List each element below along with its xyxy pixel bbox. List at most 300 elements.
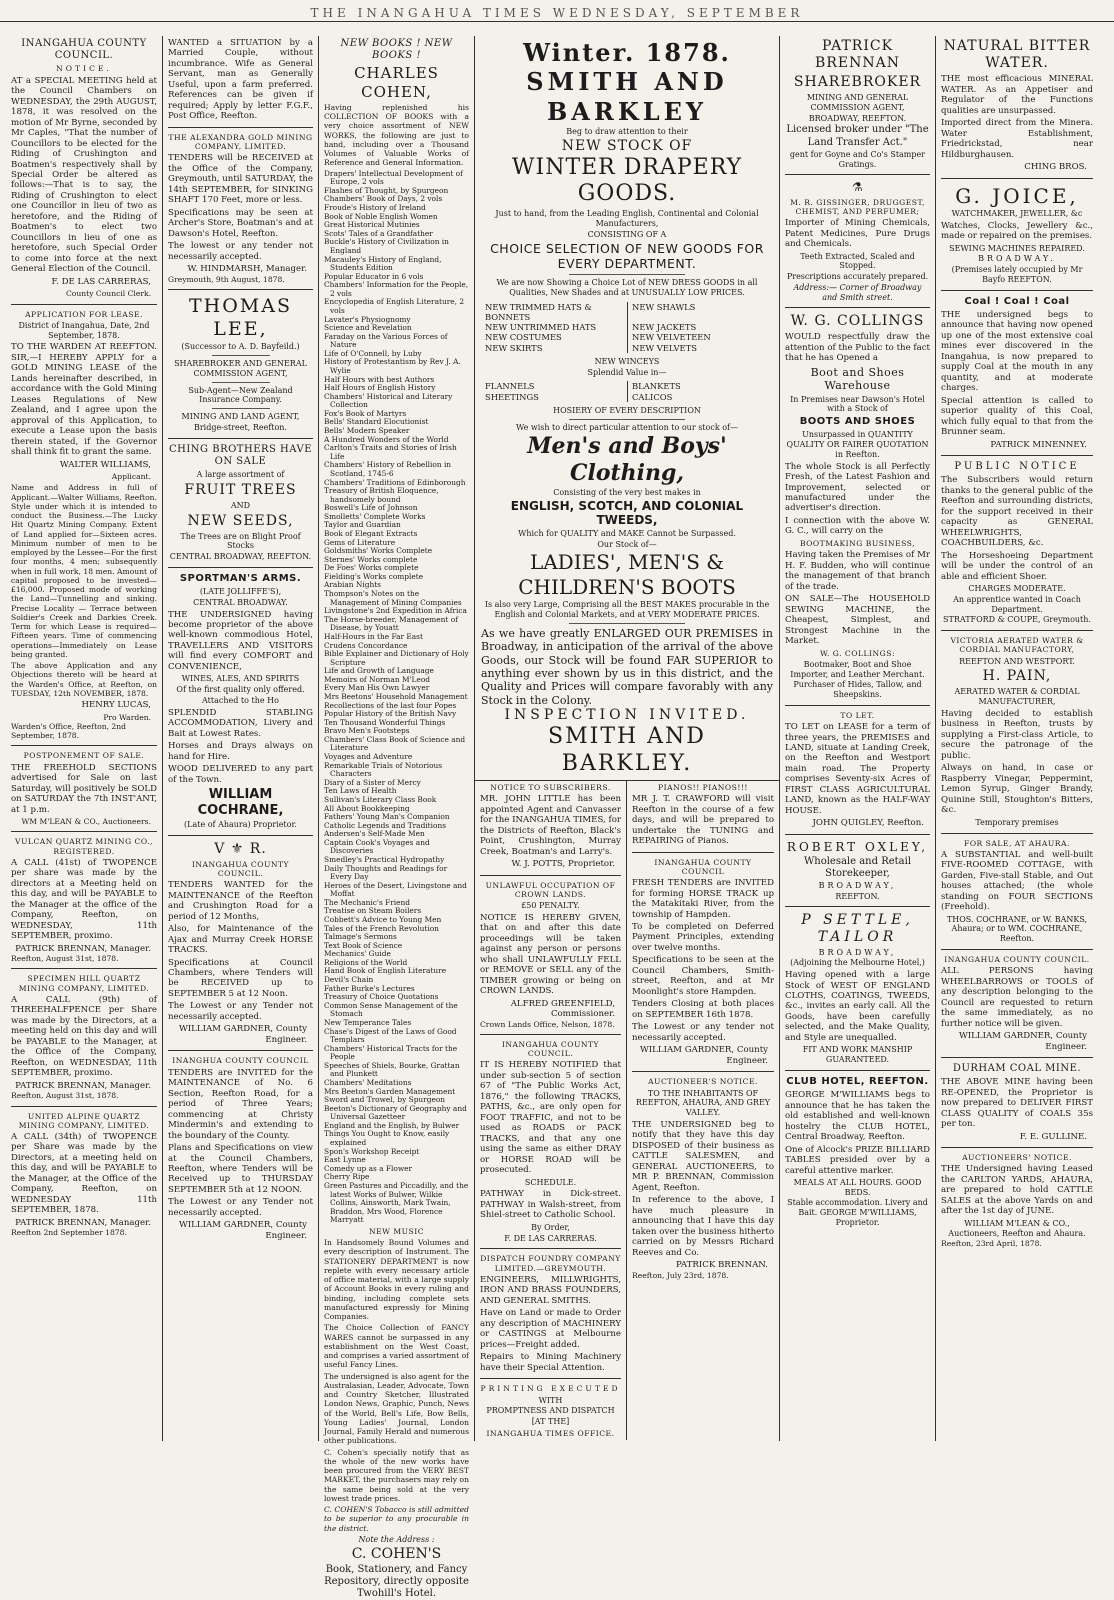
collings-boot: Boot and Shoes Warehouse	[810, 365, 905, 393]
ching-line-1: A large assortment of	[196, 469, 285, 479]
book-item: Lavater's Physiognomy	[324, 314, 411, 324]
office-line: INANGAHUA TIMES OFFICE.	[486, 1428, 615, 1438]
ahaura-signature: THOS. COCHRANE, or W. BANKS, Ahaura; or to WM. COCHRANE, Reefton.	[946, 914, 1088, 944]
choice-line: CHOICE SELECTION OF NEW GOODS FOR EVERY DEPARTMENT.	[490, 240, 764, 271]
public-notice-charges: CHARGES MODERATE.	[968, 584, 1066, 594]
sportmans-arms-wood: WOOD DELIVERED to any part of the Town.	[168, 764, 313, 785]
icc-col7-heading: INANGAHUA COUNTY COUNCIL.	[944, 954, 1090, 964]
book-item: Popular History of the British Navy	[324, 709, 457, 719]
ladies-text: Is also very Large, Comprising all the BEST MAKES procurable in the English and Colonial Markets, and at VERY MODERATE PRICES.	[484, 600, 770, 619]
icc-right-text-2: To be completed on Deferred Payment Principles, extending over twelve months.	[632, 922, 774, 953]
icc-col7-text: ALL PERSONS having WHEELBARROWS or TOOLS of any description belonging to the Council are requested to return the same immediately, as no further notice will be given.	[941, 966, 1093, 1029]
divider	[569, 419, 686, 420]
book-item: East Lynne	[324, 1155, 366, 1165]
pain-sub: AERATED WATER & CORDIAL MANUFACTURER,	[954, 687, 1080, 707]
collings-heading: W. G. COLLINGS	[790, 313, 925, 330]
consisting-2: Consisting of the very best makes in	[553, 487, 701, 497]
specimen-heading: SPECIMEN HILL QUARTZ MINING COMPANY, LIMITED.	[18, 974, 150, 993]
unlawful-text: NOTICE IS HEREBY GIVEN, that on and after this date proceedings will be taken against any person or persons who shall UNLAWFULLY FELL or REMOVE or SELL any of the TIMBER growing or being on CROWN LANDS.	[480, 912, 621, 997]
gissinger-heading: M. R. GISSINGER, DRUGGEST, CHEMIST, AND PERFUMER;	[790, 197, 925, 216]
unlawful-date: Crown Lands Office, Nelson, 1878.	[480, 1019, 615, 1029]
foundry-text-3: Repairs to Mining Machinery have their Special Attention.	[480, 1352, 621, 1373]
music-text: In Handsomely Bound Volumes and every description of Instrument. The STATIONERY DEPARTMENT is now replete with every necessary article of office material, with a large supply of Account Books in every ruling and binding, including complete sets manufactured expressly for Mining Companies.	[324, 1238, 469, 1322]
book-item: Chambers' Historical Tracts for the People	[324, 1043, 458, 1062]
icc-col7-signature: WILLIAM GARDNER, County Engineer.	[958, 1031, 1087, 1052]
club-hotel-text: GEORGE M'WILLIAMS begs to announce that he has taken the old established and well-known hostelry the CLUB HOTEL, Central Broadway, Reefton.	[785, 1090, 930, 1143]
lease-warden-title: Pro Warden.	[103, 712, 151, 722]
collings-signature-2: Bootmaker, Boot and Shoe Importer, and Leather Merchant.	[790, 659, 925, 679]
alexandra-signature: W. HINDMARSH, Manager.	[187, 264, 307, 275]
goods-item: NEW VELVETS	[627, 343, 773, 353]
settle-name: P SETTLE,	[801, 912, 914, 929]
lease-signature: WALTER WILLIAMS,	[59, 459, 151, 470]
book-item: Faraday on the Various Forces of Nature	[324, 331, 448, 350]
ching-heading: CHING BROTHERS HAVE ON SALE	[168, 443, 313, 467]
to-let-text: TO LET on LEASE for a term of three years, the PREMISES and LAND, situate at Landing Creek, on the Reefton and Westport main road. The Property comprises Seventy-six Acres of FIRST CLASS AGRICULTURAL LAND, known as the HALF-WAY HOUSE.	[785, 722, 930, 816]
book-item: Carlton's Traits and Stories of Irish Life	[324, 443, 457, 461]
book-item: A Hundred Wonders of the World	[324, 434, 449, 444]
public-notice-signature: STRATFORD & COUPE, Greymouth.	[943, 615, 1091, 625]
auctioneer-signature: PATRICK BRENNAN.	[675, 1260, 768, 1271]
book-item: Book of Elegant Extracts	[324, 529, 418, 538]
durham-signature: F. E. GULLINE.	[1019, 1131, 1087, 1142]
music-heading: NEW MUSIC	[368, 1226, 425, 1236]
book-item: Fielding's Works complete	[324, 571, 424, 581]
public-notice-heading: PUBLIC NOTICE	[954, 461, 1080, 473]
cohen-footer-name: C. COHEN'S	[351, 1545, 442, 1562]
gissinger-text: Importer of Mining Chemicals, Patent Medicines, Pure Drugs and Chemicals.	[785, 218, 930, 250]
alexandra-text-2: Specifications may be seen at Archer's Store, Boatman's and at Dawson's Hotel, Reefton.	[168, 207, 313, 239]
collings-sale: ON SALE—The HOUSEHOLD SEWING MACHINE, the Cheapest, Simplest, and Strongest Machine in the Market.	[785, 594, 930, 647]
book-item: New Temperance Tales	[324, 1017, 412, 1027]
divider	[212, 382, 270, 383]
divider	[941, 455, 1093, 456]
settle-note: (Adjoining the Melbourne Hotel,)	[790, 958, 925, 968]
book-item: Recollections of the last four Popes	[324, 700, 457, 710]
victoria-heading: VICTORIA AERATED WATER & CORDIAL MANUFACTORY,	[950, 636, 1084, 655]
divider	[168, 289, 313, 290]
book-item: Mrs Beeton's Garden Management	[324, 1086, 456, 1096]
divider	[785, 705, 930, 706]
divider	[168, 835, 313, 836]
auctioneer-text-2: In reference to the above, I have much pleasure in announcing that I have this day taken over the business hitherto carried on by Messrs Richard Reeves and Co.	[632, 1195, 774, 1258]
specimen-signature: PATRICK BRENNAN, Manager.	[15, 1080, 151, 1091]
oxley-town: REEFTON.	[835, 891, 880, 901]
book-item: Daily Thoughts and Readings for Every Day	[324, 863, 448, 882]
lease-objections: The above Application and any Objections thereto will be heard at the Warden's Office, at Reefton, on TUESDAY, 12th NOVEMBER, 1878.	[11, 661, 157, 698]
joice-premises: (Premises lately occupied by Mr Bayfo REEFTON.	[951, 265, 1083, 284]
book-item: England and the English, by Bulwer	[324, 1120, 460, 1130]
book-item: Half-Hours in the Far East	[324, 631, 423, 641]
lease-office: Warden's Office, Reefton, 2nd September, 1878.	[11, 721, 127, 741]
ahaura-heading: FOR SALE, AT AHAURA.	[964, 838, 1070, 848]
book-item: Sternes' Works complete	[324, 554, 418, 564]
book-item: Flashes of Thought, by Spurgeon	[324, 185, 449, 195]
goods-item: NEW VELVETEEN	[627, 332, 773, 342]
divider	[785, 834, 930, 835]
goods-item: NEW TRIMMED HATS & BONNETS	[485, 301, 592, 322]
divider	[569, 274, 686, 275]
joice-sewing: SEWING MACHINES REPAIRED.	[949, 243, 1085, 253]
alexandra-heading: THE ALEXANDRA GOLD MINING COMPANY, LIMITED.	[168, 132, 313, 152]
alexandra-text: TENDERS will be RECEIVED at the Office of the Company, Greymouth, until SATURDAY, the 14th SEPTEMBER, for SINKING SHAFT 170 Feet, more or less.	[168, 153, 313, 206]
just-line: Just to hand, from the Leading English, Continental and Colonial Manufacturers,	[495, 209, 759, 229]
bitter-water-text: THE most efficacious MINERAL WATER. As an Appetiser and Regulator of the Functions qualities are unsurpassed.	[941, 74, 1093, 116]
book-item: Fathers' Young Man's Companion	[324, 812, 450, 822]
collings-text-2: In Premises near Dawson's Hotel with a Stock of	[790, 394, 925, 414]
pain-text: Having decided to establish business in Reefton, trusts by supplying a First-class Article, to secure the patronage of the public.	[941, 708, 1093, 761]
divider	[11, 831, 157, 832]
inc2-text-3: The Lowest or any Tender not necessarily accepted.	[168, 1197, 313, 1218]
book-item: Gems of Literature	[324, 537, 396, 547]
book-item: Livingstone's 2nd Expedition in Africa	[324, 606, 467, 616]
divider	[168, 438, 313, 439]
our-stock-line: Our Stock of—	[597, 539, 657, 549]
icc-signature: F. DE LAS CARRERAS.	[504, 1233, 597, 1243]
cohen-footer-text: Book, Stationery, and Fancy Repository, directly opposite Twohill's Hotel.	[324, 1563, 469, 1600]
book-item: Cherry Ripe	[324, 1172, 370, 1182]
coal-signature: PATRICK MINENNEY.	[990, 439, 1087, 450]
collings-text-6: Having taken the Premises of Mr H. F. Budden, who will continue the management of that branch of the trade.	[785, 550, 930, 592]
goods-item: BLANKETS	[627, 381, 773, 391]
unlawful-heading: UNLAWFUL OCCUPATION OF CROWN LANDS.	[485, 880, 616, 899]
oxley-name: ROBERT OXLEY,	[786, 839, 929, 854]
book-item: Every Man His Own Lawyer	[324, 683, 430, 693]
winter-title: Winter. 1878.	[523, 38, 731, 67]
club-hotel-heading: CLUB HOTEL, REEFTON.	[786, 1075, 929, 1087]
book-item: Taylor and Guardian	[324, 520, 401, 530]
goods-item: NEW UNTRIMMED HATS	[485, 322, 597, 333]
book-item: The Mechanic's Friend	[324, 897, 410, 907]
book-item: Mrs Beetons' Household Management	[324, 691, 468, 701]
inc2-text: TENDERS are INVITED for the MAINTENANCE of No. 6 Section, Reefton Road, for a period of Three Years; commencing at Christy Mindermin's and extending to the boundary of the County.	[168, 1067, 313, 1141]
council-heading: INANGAHUA COUNTY COUNCIL.	[21, 38, 147, 62]
with-line: WITH	[538, 1395, 563, 1405]
divider	[785, 906, 930, 907]
inc-text-3: Specifications at Council Chambers, where Tenders will be RECEIVED up to SEPTEMBER 5 at 12 Noon.	[168, 957, 313, 999]
joice-name: G. JOICE,	[955, 183, 1079, 208]
goods-item: NEW COSTUMES	[485, 332, 562, 343]
auctioneers-signature: WILLIAM M'LEAN & CO., Auctioneers, Reefton and Ahaura.	[948, 1218, 1086, 1238]
sale-signature: WM M'LEAN & CO., Auctioneers.	[21, 817, 151, 827]
book-item: Religions of the World	[324, 957, 408, 967]
sportmans-arms-sub: (LATE JOLLIFFE'S),	[199, 587, 282, 597]
book-item: Bible Explainer and Dictionary of Holy Scripture	[324, 649, 469, 667]
brennan-address: BROADWAY, REEFTON.	[808, 113, 907, 123]
icc-schedule-text: PATHWAY in Dick-street. PATHWAY in Walsh-street, from Shiel-street to Catholic School.	[480, 1189, 621, 1221]
book-item: Speeches of Shiels, Bourke, Grattan and Plunkett	[324, 1060, 460, 1079]
inc2-signature: WILLIAM GARDNER, County Engineer.	[178, 1220, 307, 1241]
wide-left	[475, 781, 627, 1440]
icc-right-signature: WILLIAM GARDNER, County Engineer.	[639, 1045, 768, 1066]
foundry-text-2: Have on Land or made to Order any description of MACHINERY or CASTINGS at Melbourne prices—Freight added.	[480, 1308, 621, 1350]
masthead: THE INANGAHUA TIMES WEDNESDAY, SEPTEMBER	[0, 0, 1114, 22]
pain-text-2: Always on hand, in case or Raspberry Vinegar, Peppermint, Lemon Syrup, Ginger Brandy, Quinine Still, Stoughton's Bitters, &c.	[941, 763, 1093, 816]
book-item: Comedy up as a Flower	[324, 1163, 413, 1173]
winter-advert	[475, 36, 779, 781]
thomas-lee-line-4: Bridge-street, Reefton.	[193, 422, 288, 432]
book-item: Andersen's Self-Made Men	[324, 829, 425, 839]
drapery-line: WINTER DRAPERY GOODS.	[511, 154, 743, 207]
goods-item: FLANNELS	[485, 381, 535, 392]
agent-text: The undersigned is also agent for the Australasian, Leader, Advocate, Town and Country Sketcher, Illustrated London News, Graphic, Punch, News of the World, Bell's Life, Bow Bells, Young Ladies' Journal, London Journal, Family Herald and numerous other publications.	[324, 1371, 469, 1446]
book-item: Cobbett's Advice to Young Men	[324, 915, 442, 925]
goods-item: NEW SKIRTS	[485, 342, 543, 353]
divider	[11, 1106, 157, 1107]
book-item: Crudens Concordance	[324, 640, 408, 650]
alpine-text: A CALL (34th) of TWOPENCE per Share was made by the Directors, at a meeting held on this day, and will be PAYABLE to the Manager, at the Office of the Company, Reefton, on WEDNESDAY 11th SEPTEMBER, 1878.	[11, 1132, 157, 1216]
consisting-line: CONSISTING OF A	[587, 229, 667, 239]
sportmans-arms-sub-2: CENTRAL BROADWAY.	[193, 597, 288, 607]
book-item: Froude's History of Ireland	[324, 203, 426, 213]
alexandra-text-3: The lowest or any tender not necessarily accepted.	[168, 241, 313, 262]
lease-details: Name and Address in full of Applicant.—Walter Williams, Reefton. Style under which it is intended to conduct the Business.—The Lucky Hit Quartz Mining Company. Extent of Land applied for—Sixteen acres. Minimum number of men to be employed by the Lessee—For the first four months, 4 men; subsequently when in full work, 18 men. Amount of capital proposed to be invested—£16,000. Proposed mode of working the Land—Tunnelling and sinking. Precise Locality — Terrace between Soldier's Creek and Darkies Creek. Term for which Lease is required—Fifteen years. Time of commencing operations—Immediately on Lease being granted.	[11, 483, 157, 659]
public-notice-text: The Subscribers would return thanks to the general public of the Reefton and surrounding districts, for the support received in their capacity as GENERAL WHEELWRIGHTS, COACHBUILDERS, &c.	[941, 475, 1093, 549]
book-item: Treasury of Choice Quotations	[324, 992, 439, 1002]
brennan-licence: Licensed broker under "The Land Transfer Act."	[786, 124, 929, 148]
new-goods-grid	[481, 302, 773, 353]
book-item: Common Sense Management of the Stomach	[324, 1000, 458, 1019]
book-item: Talmage's Sermons	[324, 932, 397, 942]
council-text: AT a SPECIAL MEETING held at the Council Chambers on WEDNESDAY, the 29th AUGUST, 1878, it was resolved on the motion of Mr Byrne, seconded by Mr Caples, "That the number of Councillors to be elected for the Riding of Crushington and Boatmen's respectively shall by Special Order be altered as follows:—That is to say, the Riding of Crushington to elect one Councillor in lieu of two as heretofore, and the Riding of Boatmen's to elect two Councillors in lieu of one as heretofore, such Special Order to come into force at the next General Election of the Council.	[11, 75, 157, 275]
auctioneers-text: THE Undersigned having Leased the CARLTON YARDS, AHAURA, are prepared to hold CATTLE SALES at the above Yards on and after the 1st day of JUNE.	[941, 1164, 1093, 1217]
durham-heading: DURHAM COAL MINE.	[952, 1063, 1082, 1075]
book-item: Catholic Legends and Traditions	[324, 820, 447, 830]
settle-sub: TAILOR	[817, 929, 898, 946]
book-item: Chambers' Book of Days, 2 vols	[324, 194, 443, 204]
collings-text-3: Unsurpassed in QUANTITY QUALITY OR FAIRER QUOTATION in Reefton.	[786, 430, 929, 459]
book-item: Arabian Nights	[324, 580, 381, 590]
divider	[941, 290, 1093, 291]
book-item: Chambers' Information for the People, 2 vols	[324, 280, 469, 298]
divider	[941, 833, 1093, 834]
divider	[168, 1050, 313, 1051]
divider	[11, 304, 157, 305]
icc-order: By Order,	[531, 1222, 570, 1232]
joice-text: Watches, Clocks, Jewellery &c., made or repaired on the premises.	[941, 220, 1093, 242]
royal-crest-icon: V ⚜ R.	[214, 840, 267, 857]
book-item: Fox's Book of Martyrs	[324, 408, 407, 418]
vulcan-signature: PATRICK BRENNAN, Manager.	[15, 943, 151, 954]
foundry-text: ENGINEERS, MILLWRIGHTS, IRON AND BRASS FOUNDERS, AND GENERAL SMITHS.	[480, 1274, 621, 1306]
sale-text: THE FREEHOLD SECTIONS advertised for Sale on last Saturday, will positively be SOLD on SATURDAY the 7th INST'ANT, at 1 p.m.	[11, 762, 157, 815]
divider	[941, 178, 1093, 179]
council-signature-title: County Council Clerk.	[66, 289, 151, 299]
divider	[941, 630, 1093, 631]
book-item: Tales of the French Revolution	[324, 923, 439, 933]
divider	[480, 1248, 621, 1249]
book-item: Macauley's History of England, Students Edition	[324, 254, 442, 273]
book-item: Thompson's Notes on the Management of Mining Companies	[324, 589, 462, 607]
ching-line-6: CENTRAL BROADWAY, REEFTON.	[169, 552, 312, 562]
collings-signature: W. G. COLLINGS:	[819, 648, 896, 658]
book-item: Life of O'Connell, by Luby	[324, 348, 422, 358]
brennan-text: MINING AND GENERAL COMMISSION AGENT,	[806, 93, 909, 112]
alpine-heading: UNITED ALPINE QUARTZ MINING COMPANY, LIMITED.	[18, 1111, 150, 1130]
book-item: Popular Educator in 6 vols	[324, 271, 424, 281]
splendid-line: Splendid Value in—	[587, 367, 667, 377]
book-item: Chambers' History of Rebellion in Scotland, 1745-6	[324, 460, 452, 478]
thomas-lee-sub: (Successor to A. D. Bayfeild.)	[181, 342, 300, 352]
at-the-line: [AT THE]	[531, 1417, 570, 1427]
book-item: Father Burke's Lectures	[324, 983, 415, 993]
ching-line-4: NEW SEEDS,	[187, 512, 294, 529]
tweeds-line: ENGLISH, SCOTCH, AND COLONIAL TWEEDS,	[510, 498, 744, 528]
tobacco-text: C. COHEN'S Tobacco is still admitted to be superior to any procurable in the district.	[324, 1505, 469, 1533]
notice-heading: NOTICE.	[56, 64, 112, 74]
column-3	[319, 36, 475, 1600]
public-notice-text-2: The Horseshoeing Department will be under the control of an able and efficient Shoer.	[941, 550, 1093, 582]
book-item: Boswell's Life of Johnson	[324, 503, 418, 513]
book-item: Drapers' Intellectual Development of Europe, 2 vols	[324, 168, 463, 187]
cochrane-sub: (Late of Ahaura) Proprietor.	[184, 819, 297, 829]
book-item: Text Book of Science	[324, 940, 403, 950]
book-item: Green Pastures and Piccadilly, and the latest Works of Bulwer, Wilkie Collins, Ainsworth, Mark Twain, Braddon, Mrs Wood, Florence Marryatt	[324, 1180, 469, 1225]
obtain-text: C. Cohen's specially notify that as the whole of the new works have been procured from the VERY BEST MARKET, the purchasers may rely on the same being sold at the very lowest trade prices.	[324, 1447, 469, 1503]
settle-fit: FIT AND WORK MANSHIP GUARANTEED.	[802, 1045, 913, 1065]
collings-boots: BOOTS AND SHOES	[799, 416, 916, 428]
new-stock-line: NEW STOCK OF	[561, 137, 693, 154]
ching-line-2: FRUIT TREES	[184, 481, 297, 498]
hosiery-line: HOSIERY OF EVERY DESCRIPTION	[553, 405, 701, 415]
divider	[212, 408, 270, 409]
book-item: Half Hours of English History	[324, 383, 436, 393]
icc-text: IT IS HEREBY NOTIFIED that under sub-section 5 of section 67 of "The Public Works Act, 1876," the following TRACKS, PATHS, &c., are only open for FOOT TRAFFIC, and not to be used as ROADS or PACK TRACKS, and that any one using the same as either DRAY or HORSE ROAD will be prosecuted.	[480, 1060, 621, 1176]
sale-heading: POSTPONEMENT OF SALE.	[23, 751, 145, 761]
inc2-heading: INANGHUA COUNTY COUNCIL	[172, 1056, 309, 1066]
fancy-text: The Choice Collection of FANCY WARES cannot be surpassed in any establishment on the West Coast, and comprises a varied assortment of useful Fancy Lines.	[324, 1323, 469, 1370]
firm-name-2: SMITH AND BARKLEY.	[548, 724, 706, 777]
book-item: Memoirs of Norman M'Leod	[324, 674, 431, 684]
goods-item: NEW JACKETS	[627, 322, 773, 332]
vulcan-heading: VULCAN QUARTZ MINING CO., REGISTERED.	[15, 837, 153, 856]
unlawful-signature: ALFRED GREENFIELD, Commissioner.	[510, 998, 615, 1020]
alpine-date: Reefton 2nd September 1878.	[11, 1228, 127, 1238]
coal-text: THE undersigned begs to announce that having now opened up one of the most extensive coal mines ever discovered in the Inangahua, is now prepared to supply Coal at the mouth in any quantity, and at moderate charges.	[941, 309, 1093, 394]
settle-text: Having opened with a large Stock of WEST OF ENGLAND CLOTHS, COATINGS, TWEEDS, &c., invites an early call. All the Goods, have been carefully selected, and the Make Quality, and Style are unequalled.	[785, 970, 930, 1043]
public-notice-apprentice: An apprentice wanted in Coach Department.	[953, 594, 1081, 614]
divider	[941, 949, 1093, 950]
auctioneers-heading: AUCTIONEERS' NOTICE.	[962, 1153, 1072, 1163]
book-item: Book of Noble English Women	[324, 211, 438, 221]
bitter-water-signature: CHING BROS.	[1024, 162, 1087, 173]
lease-warden-signature: HENRY LUCAS,	[81, 700, 151, 711]
wanted-text: WANTED a SITUATION by a Married Couple, without incumbrance. Wife as General Servant, man as Generally Useful, upon a farm preferred. References can be given if required; Apply by letter F.G.F., Post Office, Reefton.	[168, 38, 313, 122]
oxley-sub: Wholesale and Retail Storekeeper,	[803, 855, 912, 879]
oxley-address: BROADWAY,	[818, 880, 897, 890]
thomas-lee-line-3: MINING AND LAND AGENT,	[181, 412, 300, 422]
divider	[480, 1034, 621, 1035]
book-item: Life and Growth of Language	[324, 666, 434, 676]
icc-right-heading: INANGAHUA COUNTY COUNCIL	[654, 857, 752, 876]
goods-item: SHEETINGS	[485, 391, 539, 402]
council-signature: F. DE LAS CARRERAS,	[51, 276, 151, 287]
alexandra-date: Greymouth, 9th August, 1878.	[168, 274, 285, 284]
vulcan-text: A CALL (41st) of TWOPENCE per share was made by the directors at a Meeting held on this day, and will be PAYABLE to the Manager at the office of the Company, Reefton, on WEDNESDAY, 11th SEPTEMBER, proximo.	[11, 857, 157, 942]
book-item: Chambers' Meditations	[324, 1078, 412, 1087]
book-item: Heroes of the Desert, Livingstone and Moffat	[324, 880, 467, 899]
book-list	[324, 170, 469, 1225]
book-item: Sullivan's Literary Class Book	[324, 794, 437, 804]
icc-right-text: FRESH TENDERS are INVITED for forming HORSE TRACK up the Matakitaki River, from the township of Hampden.	[632, 878, 774, 920]
ladies-boots: LADIES', MEN'S & CHILDREN'S BOOTS	[518, 550, 736, 599]
book-item: All About Bookkeeping	[324, 803, 410, 813]
book-item: Encyclopedia of English Literature, 2 vols	[324, 297, 465, 315]
specimen-text: A CALL (9th) of THREEHALFPENCE per Share was made by the Directors, at a meeting held on this day and will be PAYABLE to the Manager, at the Office of the Company, Reefton, on WEDNESDAY, 11th SEPTEMBER, proximo.	[11, 994, 157, 1079]
mortar-pestle-icon: ⚗	[851, 180, 864, 195]
sportmans-arms-attached: Attached to the Ho	[202, 695, 279, 705]
sportmans-arms-text: THE UNDERSIGNED having become proprietor of the above well-known commodious Hotel, TRAVELLERS AND VISITORS will find every COMFORT and CONVENIENCE,	[168, 609, 313, 672]
collings-signature-3: Purchaser of Hides, Tallow, and Sheepskins.	[793, 680, 922, 700]
book-item: Bells' Modern Speaker	[324, 426, 410, 436]
goods-item: NEW SHAWLS	[627, 302, 773, 323]
inc-text: TENDERS WANTED for the MAINTENANCE of the Reefton and Crushington Road for a period of 12 Months,	[168, 880, 313, 922]
club-hotel-meals: MEALS AT ALL HOURS. GOOD BEDS.	[793, 1177, 922, 1197]
book-item: Devil's Chain	[324, 975, 374, 985]
gissinger-text-2: Teeth Extracted, Scaled and Stopped.	[800, 251, 915, 271]
divider	[11, 745, 157, 746]
auctioneer-date: Reefton, July 23rd, 1878.	[632, 1270, 729, 1280]
book-item: Chase's Digest of the Laws of Good Templars	[324, 1026, 457, 1045]
book-item: History of Protestantism by Rev J. A. Wylie	[324, 357, 461, 376]
book-item: Scots' Tales of a Grandfather	[324, 228, 433, 238]
settle-address: BROADWAY,	[818, 947, 897, 957]
subscribers-text: MR. JOHN LITTLE has been appointed Agent and Canvasser for the INANGAHUA TIMES, for the Districts of Reefton, Black's Point, Crushington, Murray Creek, Boatman's and Larry's.	[480, 794, 621, 857]
divider	[632, 852, 774, 853]
icc-heading: INANGAHUA COUNTY COUNCIL.	[501, 1039, 600, 1059]
book-item: Half Hours with best Authors	[324, 374, 435, 384]
cohen-name: CHARLES COHEN,	[354, 64, 439, 101]
lease-heading: APPLICATION FOR LEASE.	[25, 309, 143, 319]
auctioneers-date: Reefton, 23rd April, 1878.	[941, 1239, 1042, 1249]
divider	[785, 307, 930, 308]
book-item: Remarkable Trials of Notorious Characters	[324, 760, 443, 779]
inc-signature: WILLIAM GARDNER, County Engineer.	[178, 1024, 307, 1045]
book-item: Captain Cook's Voyages and Discoveries	[324, 837, 430, 856]
book-item: Treasury of British Eloquence, handsomely bound	[324, 486, 439, 504]
newspaper-columns	[6, 36, 1108, 1600]
wide-right	[627, 781, 779, 1440]
divider	[785, 174, 930, 175]
collings-bootmaking: BOOTMAKING BUSINESS,	[799, 538, 916, 548]
book-item: Voyages and Adventure	[324, 752, 413, 762]
brennan-sub: SHAREBROKER	[793, 74, 922, 91]
foundry-heading: DISPATCH FOUNDRY COMPANY LIMITED.—GREYMOUTH.	[480, 1254, 621, 1273]
showing-line: We are now Showing a Choice Lot of NEW DRESS GOODS in all Qualities, New Shades and at UNUSUALLY LOW PRICES.	[496, 278, 758, 297]
divider	[212, 355, 270, 356]
ahaura-text: A SUBSTANTIAL and well-built FIVE-ROOMED COTTAGE, with Garden, Five-stall Stable, and Out houses attached; (the whole standing on FOUR SECTIONS (Freehold).	[941, 849, 1093, 913]
inc2-text-2: Plans and Specifications on view at the Council Chambers, Reefton, where Tenders will be Received up to THURSDAY SEPTEMBER 5th at 12 NOON.	[168, 1143, 313, 1195]
club-hotel-signature: Stable accommodation. Livery and Bait. GEORGE M'WILLIAMS, Proprietor.	[787, 1198, 928, 1227]
icc-right-text-3: Specifications to be seen at the Council Chambers, Smith-street, Reefton, and at Mr Moonlight's store Hampden.	[632, 955, 774, 997]
note-address: Note the Address :	[358, 1534, 435, 1544]
sportmans-arms-heading: SPORTMAN'S ARMS.	[179, 572, 302, 584]
book-item: Treatise on Steam Boilers	[324, 906, 422, 916]
book-item: Ten Thousand Wonderful Things	[324, 717, 446, 727]
thomas-lee-line-1: SHAREBROKER AND GENERAL COMMISSION AGENT,	[174, 359, 307, 378]
penalty-line: £50 PENALTY.	[521, 901, 580, 911]
icc-schedule: SCHEDULE.	[524, 1177, 577, 1187]
alpine-signature: PATRICK BRENNAN, Manager.	[15, 1217, 151, 1228]
coal-text-2: Special attention is called to superior quality of this Coal, which fully equal to that from the Brunner seam.	[941, 395, 1093, 438]
inc-text-2: Also, for Maintenance of the Ajax and Murray Creek HORSE TRACKS.	[168, 924, 313, 956]
winceys-line: NEW WINCEYS	[594, 356, 660, 366]
divider	[480, 1378, 621, 1379]
icc-right-text-4: Tenders Closing at both places on SEPTEMBER 16th 1878.	[632, 999, 774, 1020]
book-item: Beeton's Dictionary of Geography and Universal Gazetteer	[324, 1103, 467, 1122]
divider	[785, 1070, 930, 1071]
bitter-water-heading: NATURAL BITTER WATER.	[943, 38, 1091, 72]
